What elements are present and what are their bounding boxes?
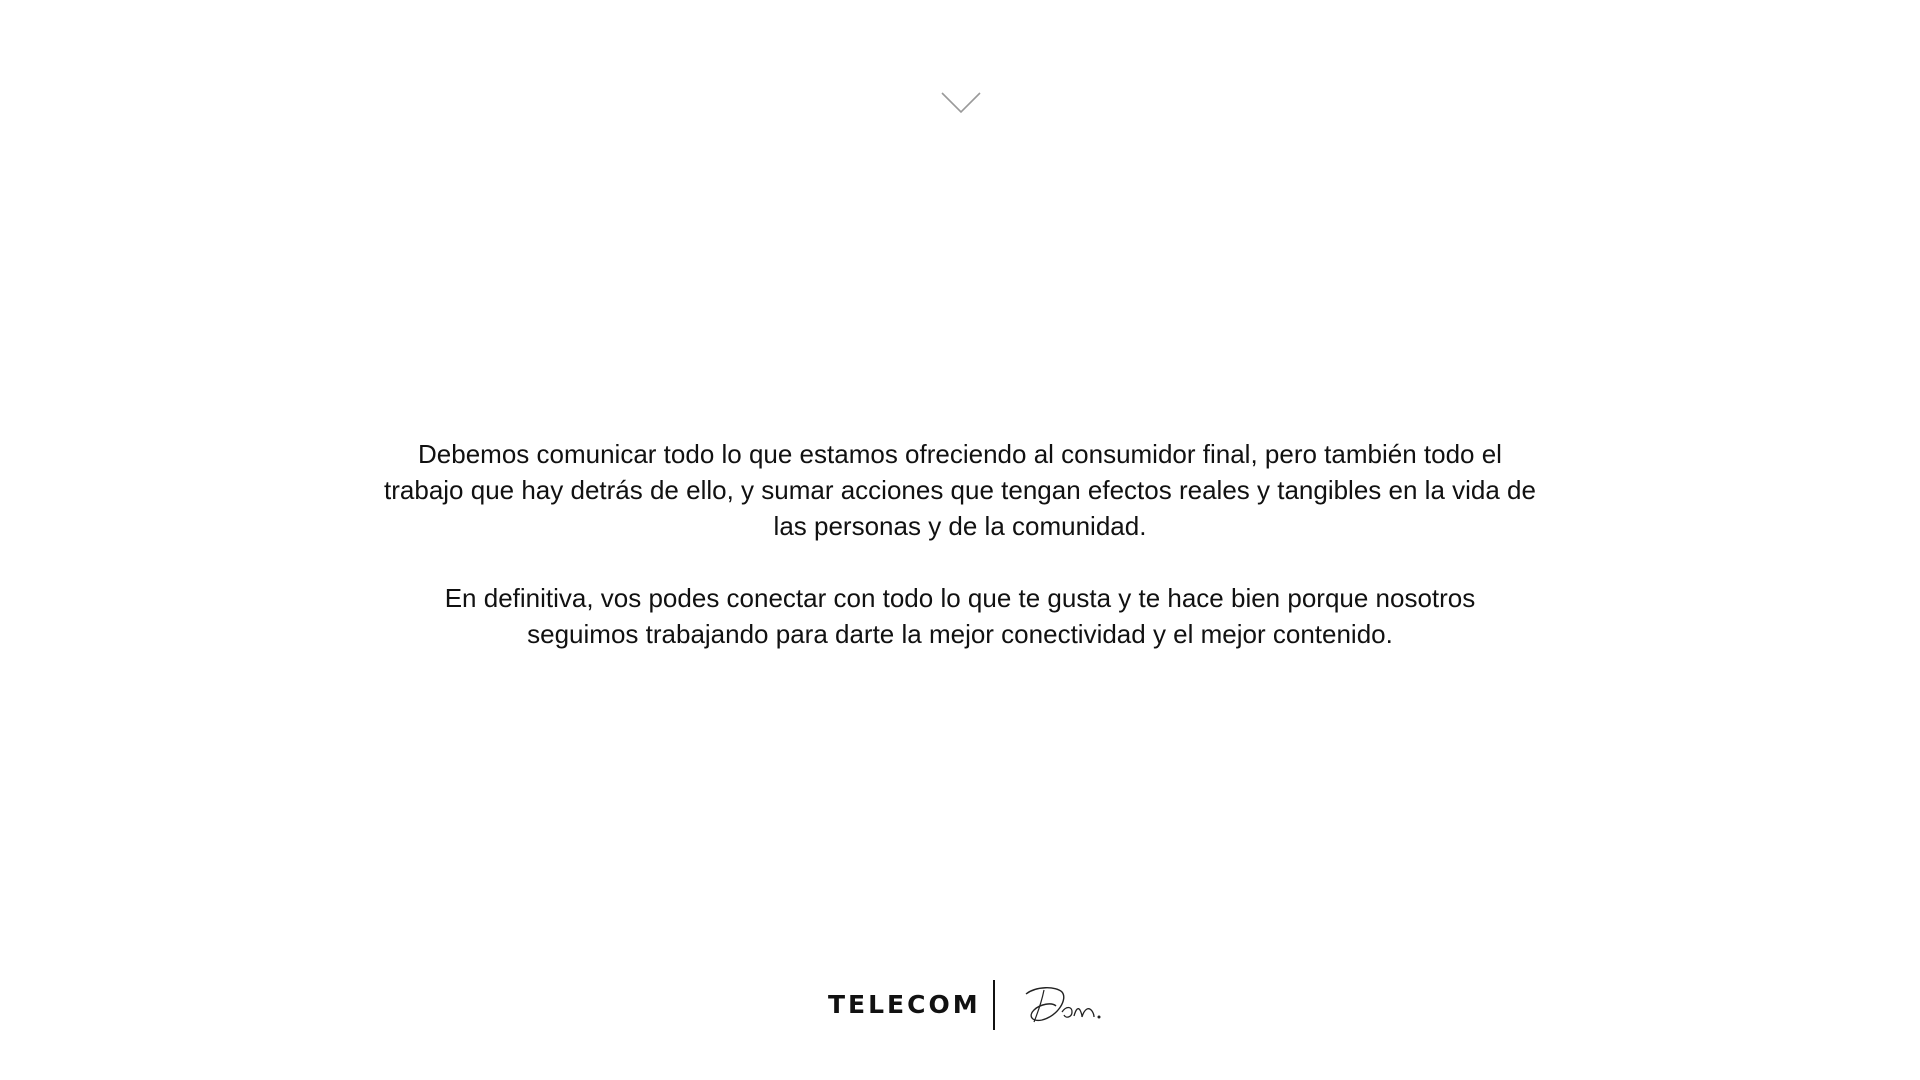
brand-divider <box>993 980 995 1030</box>
don-logo <box>1022 984 1104 1028</box>
main-content <box>360 436 1560 652</box>
chevron-down-icon <box>940 90 982 116</box>
footer-brands <box>0 980 1920 1032</box>
paragraph-intro: Debemos comunicar todo lo que estamos ofreciendo al consumidor final, pero también todo el trabajo que hay detrás de ello, y sumar acciones que tengan efectos reales y tangibles en la vida de las personas y de la comunidad. <box>384 439 1536 541</box>
paragraph-conclusion: En definitiva, vos podes conectar con todo lo que te gusta y te hace bien porque nosotros seguimos trabajando para darte la mejor conectividad y el mejor contenido. <box>444 583 1476 649</box>
telecom-logo: TELECOM <box>828 990 981 1019</box>
scroll-down-button[interactable] <box>940 90 982 116</box>
